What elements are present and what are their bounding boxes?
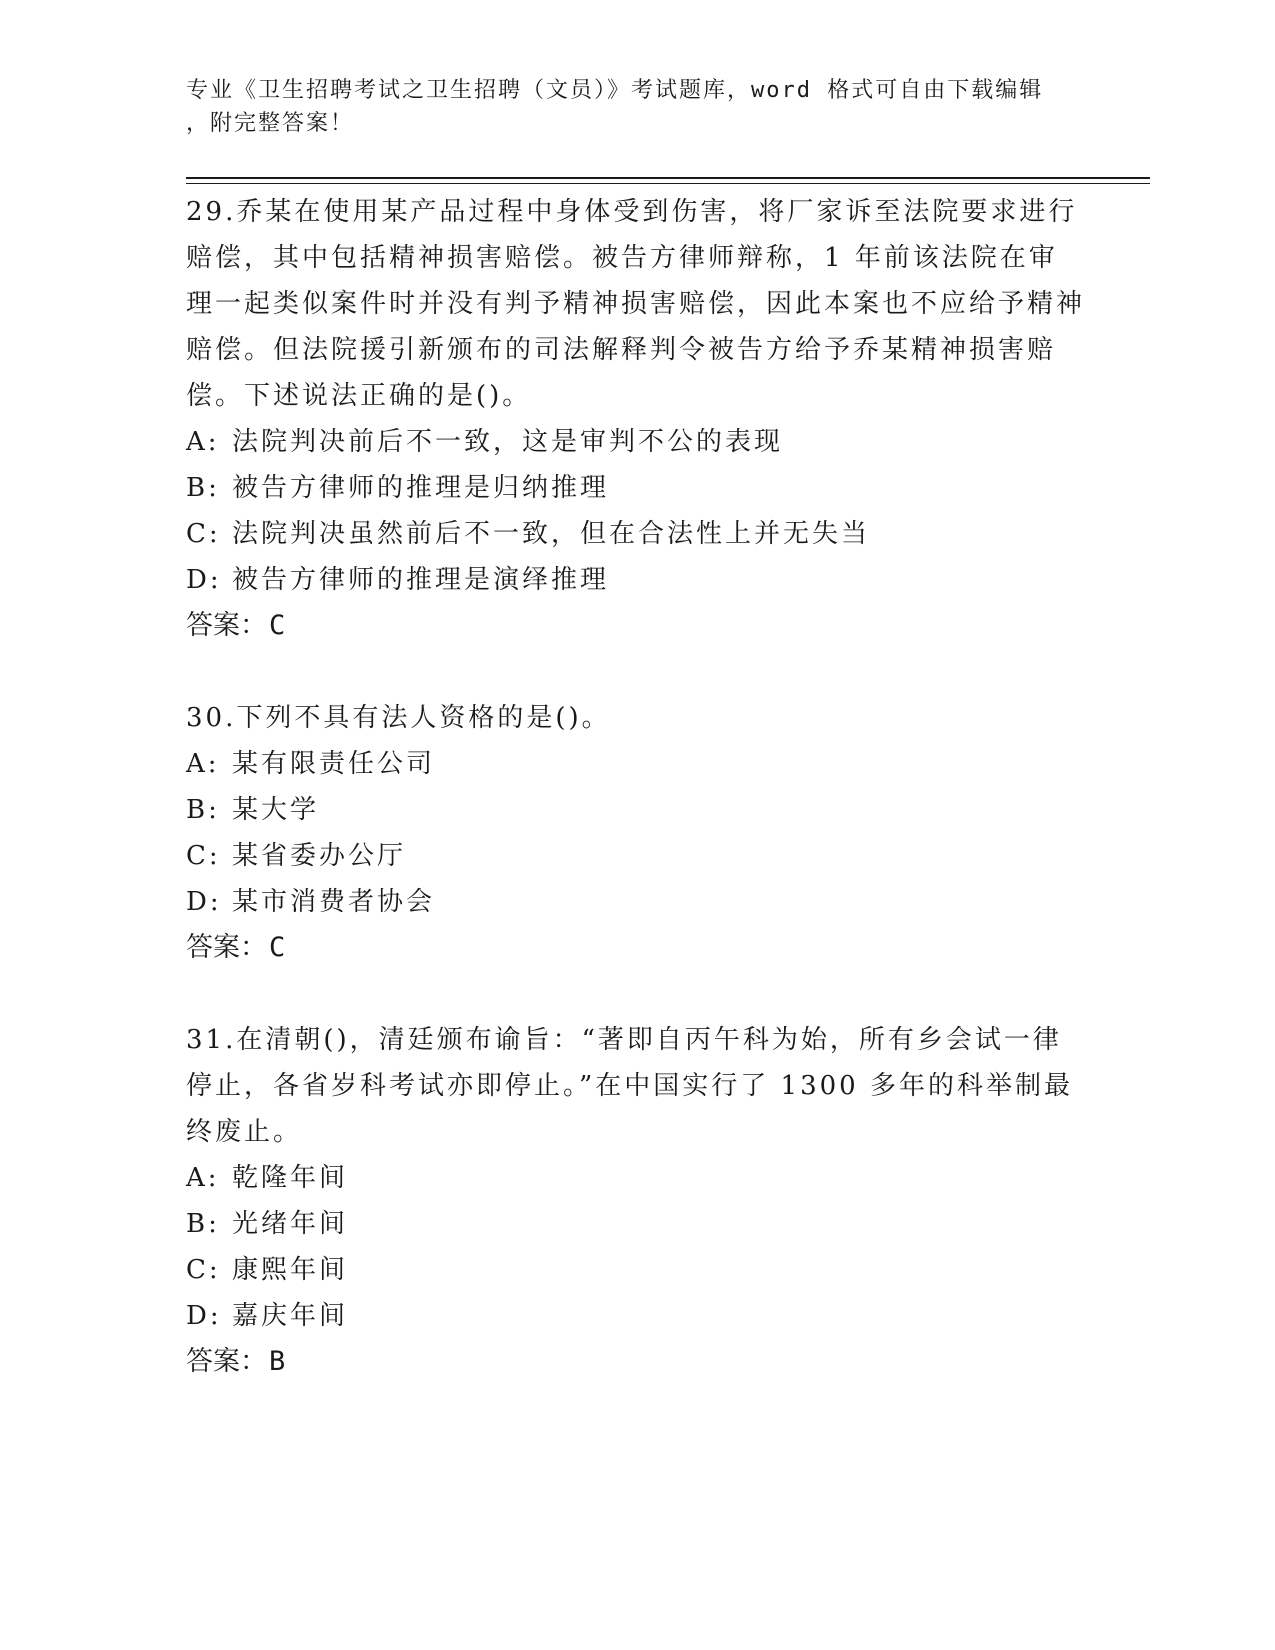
question-29: [186, 189, 1086, 649]
option-text: 被告方律师的推理是归纳推理: [232, 473, 610, 503]
option-key: A:: [186, 427, 220, 457]
answer-label: 答案：: [186, 1346, 267, 1377]
answer-label: 答案：: [186, 610, 267, 641]
option-key: B:: [186, 795, 220, 825]
option-text: 嘉庆年间: [232, 1301, 349, 1331]
option-text: 乾隆年间: [232, 1163, 349, 1193]
question-stem: 29.乔某在使用某产品过程中身体受到伤害，将厂家诉至法院要求进行赔偿，其中包括精神损害赔偿。被告方律师辩称，1 年前该法院在审理一起类似案件时并没有判予精神损害赔偿，因此本案也不应给予精神赔偿。但法院援引新颁布的司法解释判令被告方给予乔某精神损害赔偿。下述说法正确的是()。: [186, 197, 1086, 411]
question-31: [186, 1017, 1086, 1385]
question-stem: 30.下列不具有法人资格的是()。: [186, 703, 611, 733]
option-text: 光绪年间: [232, 1209, 349, 1239]
answer-value: B: [269, 1346, 286, 1377]
option-b: [186, 1201, 1086, 1247]
question-stem: 31.在清朝()，清廷颁布谕旨：“著即自丙午科为始，所有乡会试一律停止，各省岁科考试亦即停止。”在中国实行了 1300 多年的科举制最终废止。: [186, 1025, 1073, 1147]
option-text: 康熙年间: [232, 1255, 349, 1285]
option-key: A:: [186, 749, 220, 779]
question-list: [186, 189, 1086, 1431]
option-c: [186, 833, 1086, 879]
option-d: [186, 557, 1086, 603]
option-d: [186, 1293, 1086, 1339]
header-divider-thin: [186, 183, 1150, 184]
option-text: 某大学: [232, 795, 320, 825]
option-key: A:: [186, 1163, 220, 1193]
header-line-2: ，附完整答案！: [186, 111, 355, 136]
option-a: [186, 1155, 1086, 1201]
option-text: 被告方律师的推理是演绎推理: [232, 565, 610, 595]
answer-label: 答案：: [186, 932, 267, 963]
header-divider-thick: [186, 177, 1150, 179]
option-a: [186, 741, 1086, 787]
header-line-1: 专业《卫生招聘考试之卫生招聘（文员）》考试题库，word 格式可自由下载编辑: [186, 78, 1044, 103]
option-c: [186, 1247, 1086, 1293]
option-a: [186, 419, 1086, 465]
answer-line: [186, 1339, 1086, 1385]
question-30: [186, 695, 1086, 971]
option-key: C:: [186, 841, 221, 871]
option-key: D:: [186, 565, 222, 595]
option-b: [186, 465, 1086, 511]
document-header: [186, 74, 1066, 140]
answer-line: [186, 925, 1086, 971]
option-text: 某市消费者协会: [232, 887, 436, 917]
option-key: C:: [186, 1255, 221, 1285]
answer-line: [186, 603, 1086, 649]
option-key: D:: [186, 1301, 222, 1331]
option-d: [186, 879, 1086, 925]
answer-value: C: [269, 932, 286, 963]
option-text: 法院判决虽然前后不一致，但在合法性上并无失当: [232, 519, 871, 549]
option-text: 某有限责任公司: [232, 749, 436, 779]
answer-value: C: [269, 610, 286, 641]
option-text: 某省委办公厅: [232, 841, 407, 871]
option-key: C:: [186, 519, 221, 549]
option-c: [186, 511, 1086, 557]
option-key: B:: [186, 1209, 220, 1239]
option-b: [186, 787, 1086, 833]
option-key: B:: [186, 473, 220, 503]
option-key: D:: [186, 887, 222, 917]
option-text: 法院判决前后不一致，这是审判不公的表现: [232, 427, 784, 457]
